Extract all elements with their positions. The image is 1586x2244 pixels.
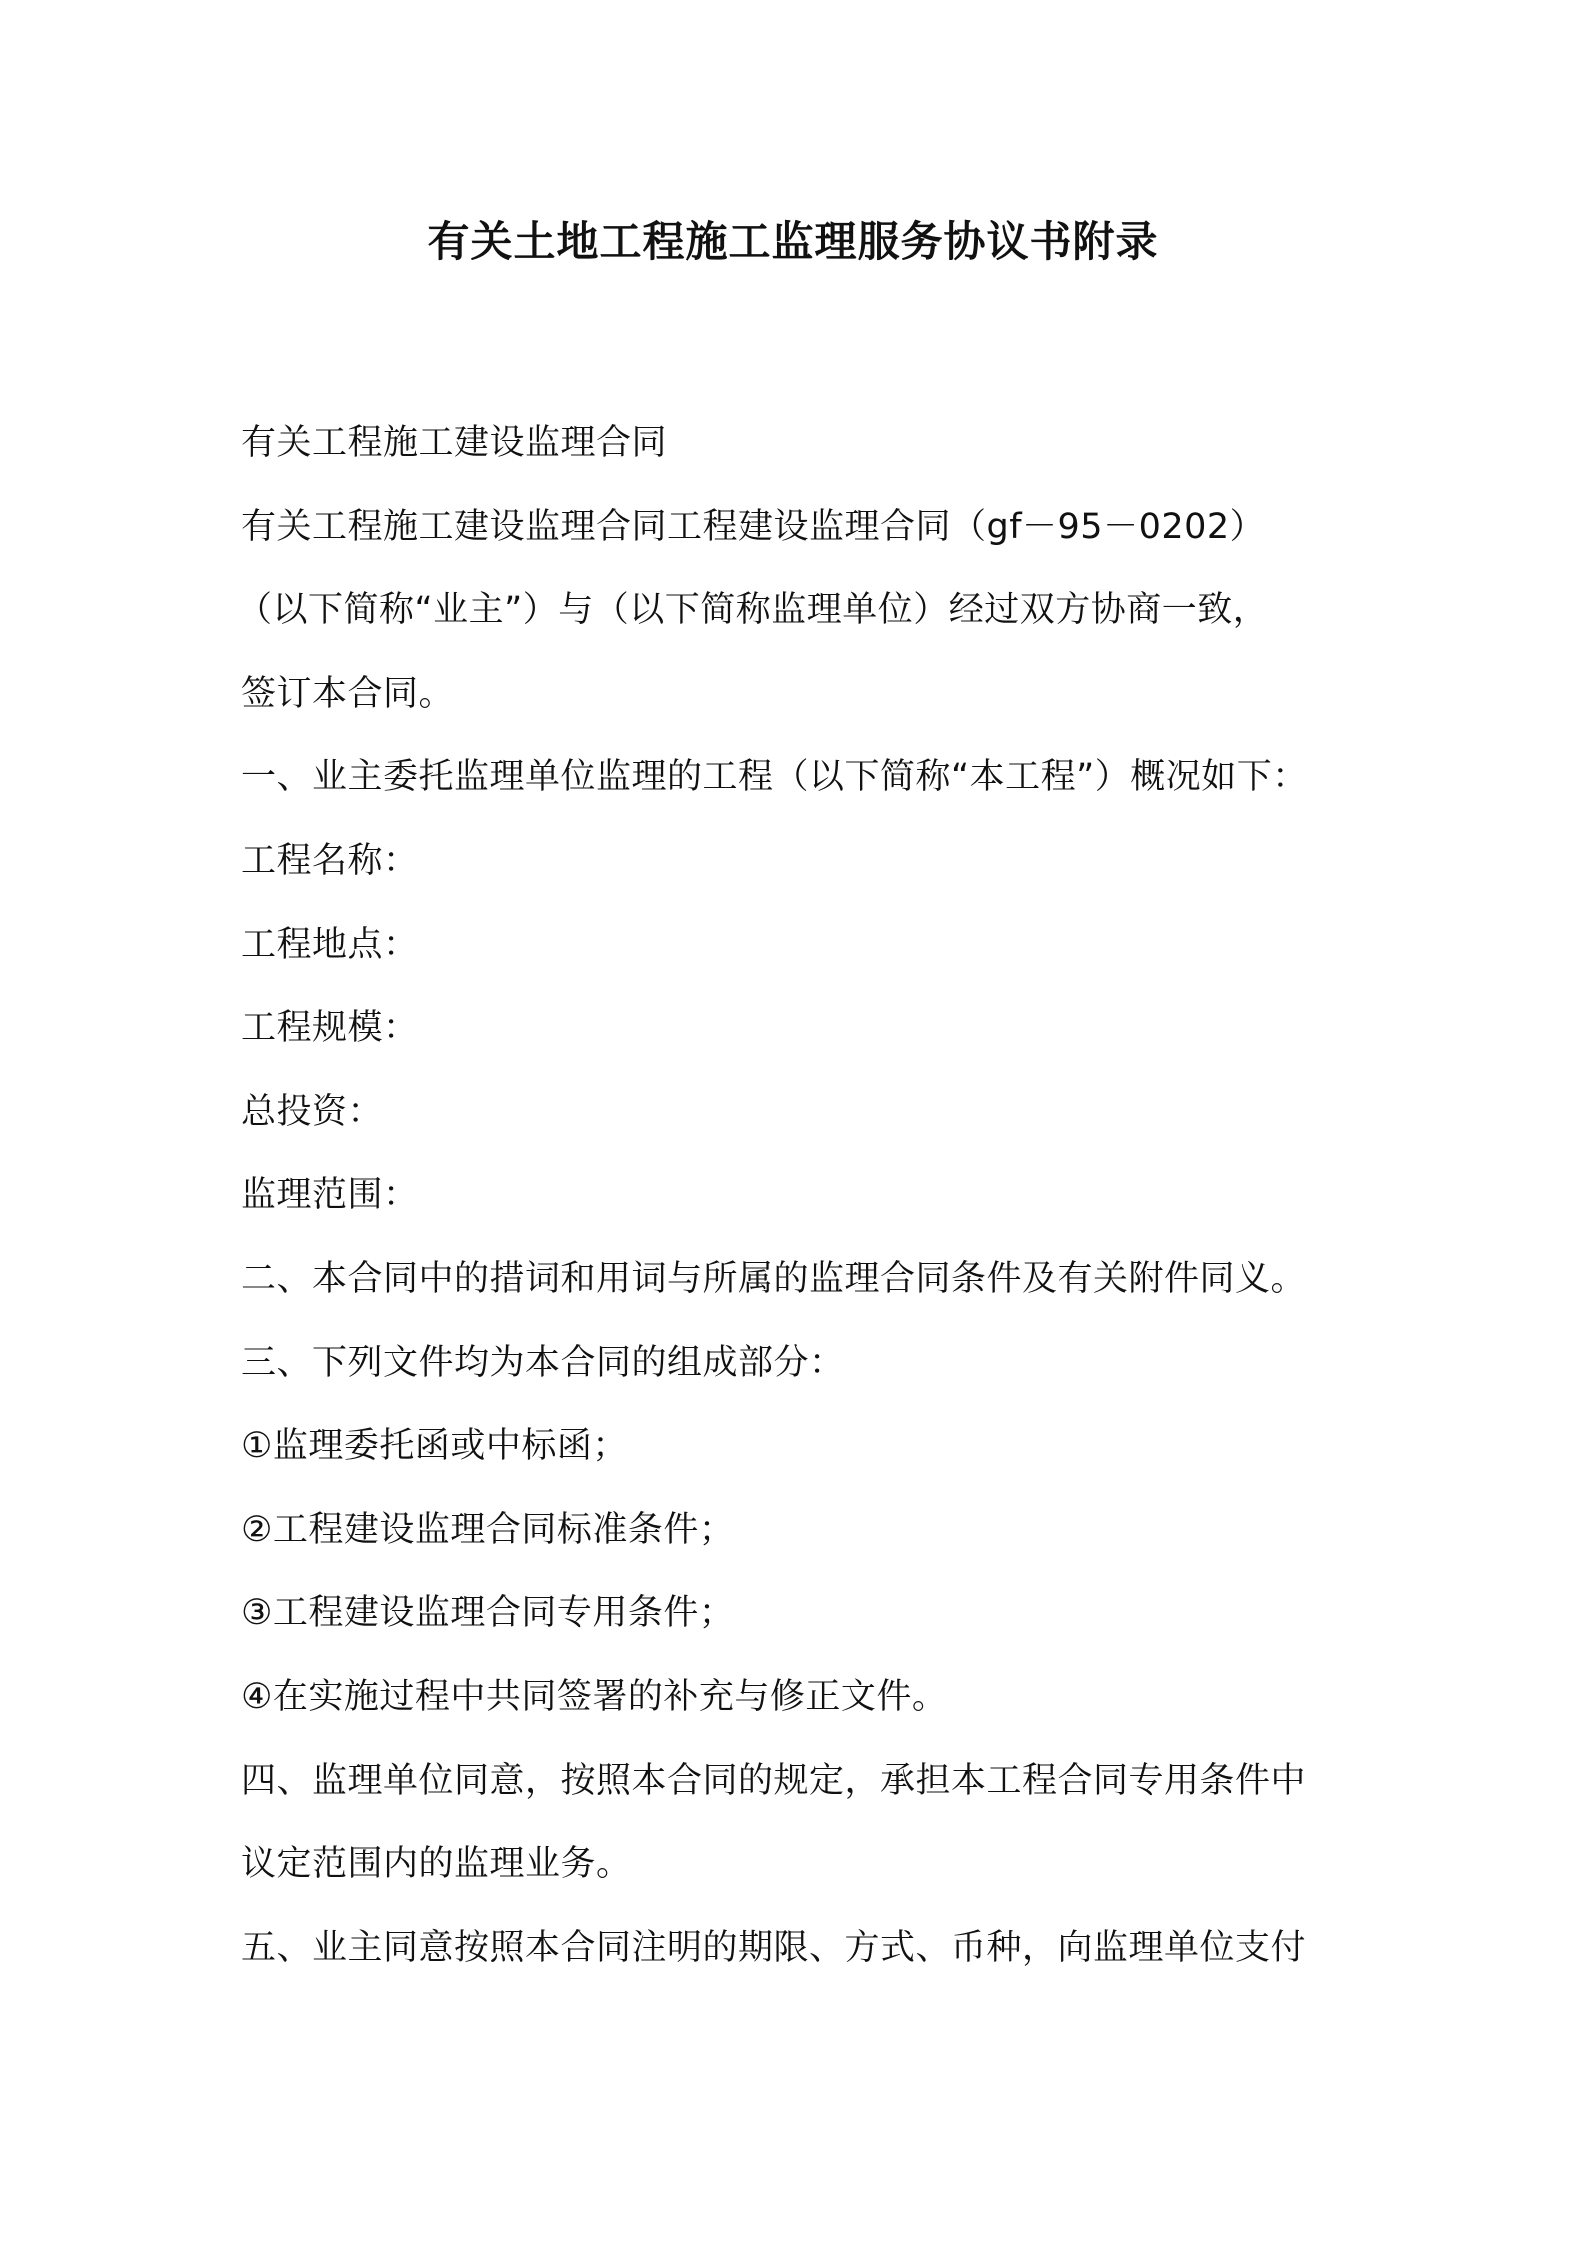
document-title: 有关土地工程施工监理服务协议书附录: [427, 217, 1159, 266]
clause-3-item-1: ①监理委托函或中标函；: [241, 1426, 628, 1467]
field-project-name: 工程名称：: [241, 840, 419, 881]
field-supervision-scope: 监理范围：: [241, 1175, 419, 1216]
contract-reference-line: 有关工程施工建设监理合同工程建设监理合同（gf－95－0202）: [241, 506, 1266, 547]
signing-line: 签订本合同。: [241, 673, 455, 714]
parties-line: （以下简称“业主”）与（以下简称监理单位）经过双方协商一致，: [237, 590, 1269, 631]
clause-3-item-2: ②工程建设监理合同标准条件；: [241, 1509, 735, 1550]
clause-3-item-3: ③工程建设监理合同专用条件；: [241, 1593, 735, 1634]
clause-3-item-4: ④在实施过程中共同签署的补充与修正文件。: [241, 1676, 948, 1717]
field-project-location: 工程地点：: [241, 924, 419, 965]
clause-4-line-2: 议定范围内的监理业务。: [241, 1844, 632, 1885]
clause-1-heading: 一、业主委托监理单位监理的工程（以下简称“本工程”）概况如下：: [241, 757, 1308, 798]
document-body: [237, 402, 1361, 1990]
clause-5-line-1: 五、业主同意按照本合同注明的期限、方式、币种，向监理单位支付: [241, 1927, 1307, 1968]
contract-heading: 有关工程施工建设监理合同: [241, 423, 668, 463]
clause-4-line-1: 四、监理单位同意，按照本合同的规定，承担本工程合同专用条件中: [241, 1760, 1307, 1801]
clause-3-heading: 三、下列文件均为本合同的组成部分：: [241, 1342, 845, 1383]
field-project-scale: 工程规模：: [241, 1008, 419, 1049]
field-total-investment: 总投资：: [241, 1091, 384, 1132]
clause-2: 二、本合同中的措词和用词与所属的监理合同条件及有关附件同义。: [241, 1258, 1307, 1299]
